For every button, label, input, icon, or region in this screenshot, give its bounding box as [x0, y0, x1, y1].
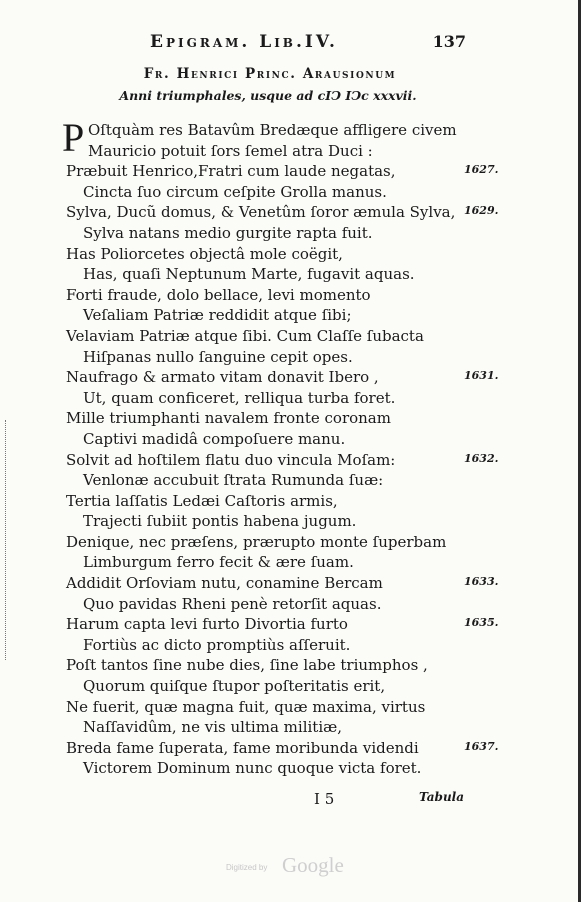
verse-line: Harum capta levi furto Divortia furto: [66, 615, 348, 634]
verse-line: Sylva natans medio gurgite rapta fuit.: [83, 223, 373, 242]
verse-line: Victorem Dominum nunc quoque victa foret.: [83, 759, 422, 778]
watermark-logo-text: Google: [282, 853, 344, 877]
margin-year: 1635.: [464, 616, 499, 630]
poem-body: [62, 115, 466, 779]
verse-line: Velaviam Patriæ atque ſibi. Cum Claſſe ſubacta: [66, 326, 424, 345]
running-header: [150, 32, 466, 54]
verse-line: Naſſavidûm, ne vis ultima militiæ,: [83, 718, 342, 737]
binding-marks: [5, 420, 10, 660]
watermark-small-text: Digitized by: [226, 863, 268, 872]
verse-line: Venlonæ accubuit ſtrata Rumunda ſuæ:: [83, 471, 384, 490]
margin-year: 1633.: [464, 575, 499, 589]
verse-line: Has Poliorcetes objectâ mole coëgit,: [66, 244, 343, 263]
verse-line: Denique, nec præſens, prærupto monte ſuperbam: [66, 532, 447, 551]
margin-year: 1637.: [464, 740, 499, 753]
verse-line: Addidit Orſoviam nutu, conamine Bercam: [66, 574, 383, 593]
verse-line: Forti fraude, dolo bellace, levi momento: [66, 285, 371, 304]
verse-line: Sylva, Ducũ domus, & Venetûm ſoror æmula Sylva,: [66, 203, 456, 222]
poem-title: Fr. Henrici Princ. Arausionum: [143, 66, 397, 82]
margin-year: 1632.: [464, 451, 499, 465]
signature-mark: I 5: [314, 790, 335, 808]
verse-line: Oſtquàm res Batavûm Bredæque affligere civem: [88, 121, 457, 139]
verse-line: Præbuit Henrico,Fratri cum laude negatas,: [66, 162, 396, 181]
verse-line: Tertia laſſatis Ledæi Caſtoris armis,: [66, 491, 338, 510]
verse-line: Captivi madidâ compoſuere manu.: [83, 429, 346, 448]
google-watermark: [226, 855, 366, 877]
verse-line: Mille triumphanti navalem fronte coronam: [66, 409, 391, 428]
verse-line: Has, quaſi Neptunum Marte, fugavit aquas.: [83, 265, 415, 284]
drop-cap: P: [62, 115, 85, 160]
verse-line: Breda fame ſuperata, fame moribunda videndi: [66, 738, 419, 757]
catchword: Tabula: [419, 790, 465, 804]
margin-year: 1627.: [464, 163, 499, 177]
verse-line: Hiſpanas nullo ſanguine cepit opes.: [83, 347, 353, 366]
verse-line: Cincta ſuo circum ceſpite Grolla manus.: [83, 182, 387, 201]
verse-line: Ne fuerit, quæ magna fuit, quæ maxima, virtus: [66, 697, 426, 716]
verse-line: Solvit ad hoſtilem flatu duo vincula Moſam:: [66, 450, 396, 469]
verse-line: Ut, quam conficeret, relliqua turba foret.: [83, 388, 396, 407]
poem-subtitle: Anni triumphales, usque ad cIↃ IↃc xxxvii.: [119, 88, 417, 103]
running-title: Epigram. Lib.IV.: [150, 32, 338, 52]
verse-line: Trajecti ſubiit pontis habena jugum.: [83, 512, 357, 531]
margin-year: 1629.: [464, 204, 499, 218]
verse-line: Quo pavidas Rheni penè retorſit aquas.: [83, 594, 382, 613]
margin-year: 1631.: [464, 369, 499, 383]
verse-line: Limburgum ferro fecit & ære ſuam.: [83, 553, 354, 572]
verse-line: Naufrago & armato vitam donavit Ibero ,: [66, 368, 379, 387]
verse-line: Veſaliam Patriæ reddidit atque ſibi;: [83, 306, 352, 325]
verse-line: Mauricio potuit ſors ſemel atra Duci :: [88, 141, 373, 160]
page-number: 137: [432, 32, 466, 51]
verse-line: Poſt tantos ſine nube dies, ſine labe triumphos ,: [66, 656, 428, 675]
verse-line: Fortiùs ac dicto promptiùs aſſeruit.: [83, 635, 351, 654]
verse-line: Quorum quiſque ſtupor poſteritatis erit,: [83, 677, 386, 696]
